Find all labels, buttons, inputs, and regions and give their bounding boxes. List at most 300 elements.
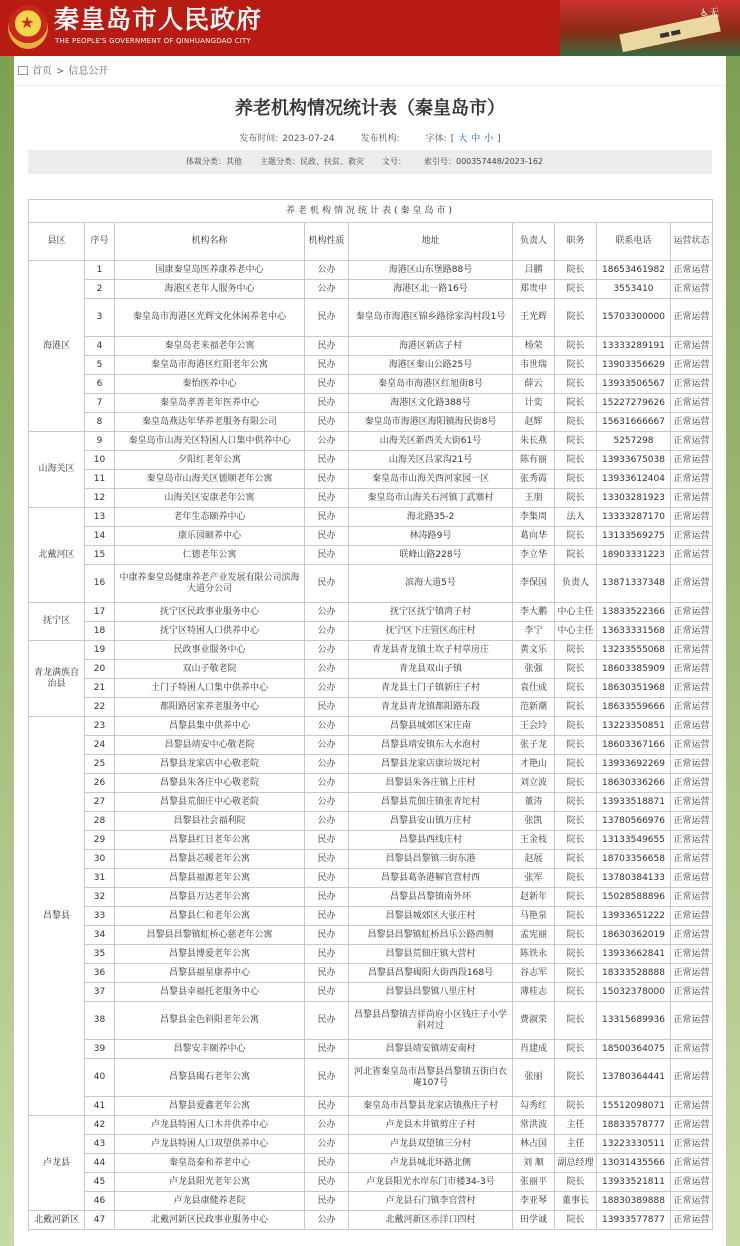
cell-head: 朱长燕 bbox=[513, 432, 555, 451]
cell-head: 赵新年 bbox=[513, 888, 555, 907]
cell-nature: 公办 bbox=[305, 755, 349, 774]
cell-nature: 公办 bbox=[305, 736, 349, 755]
font-size-small-button[interactable]: 小 bbox=[484, 134, 494, 144]
cell-address: 昌黎县葛条港解官营村西 bbox=[349, 869, 513, 888]
cell-status: 正常运营 bbox=[671, 489, 713, 508]
table-row bbox=[29, 698, 713, 717]
cell-index: 6 bbox=[85, 375, 115, 394]
table-row bbox=[29, 527, 713, 546]
cell-nature: 民办 bbox=[305, 546, 349, 565]
cell-index: 23 bbox=[85, 717, 115, 736]
cell-address: 昌黎县朱各庄镇上庄村 bbox=[349, 774, 513, 793]
cell-status: 正常运营 bbox=[671, 527, 713, 546]
cell-nature: 民办 bbox=[305, 375, 349, 394]
cell-name: 昌黎县万达老年公寓 bbox=[115, 888, 305, 907]
cell-address: 卢龙县双望镇三分村 bbox=[349, 1135, 513, 1154]
cell-name: 昌黎县金色斜阳老年公寓 bbox=[115, 1002, 305, 1040]
cell-nature: 公办 bbox=[305, 1116, 349, 1135]
cell-head: 张子龙 bbox=[513, 736, 555, 755]
table-row bbox=[29, 261, 713, 280]
cell-nature: 公办 bbox=[305, 1211, 349, 1230]
table-caption: 养老机构情况统计表(秦皇岛市) bbox=[29, 200, 713, 223]
cell-address: 青龙县双山子镇 bbox=[349, 660, 513, 679]
cell-address: 昌黎县城郊区大张庄村 bbox=[349, 907, 513, 926]
cell-head: 韦世瑞 bbox=[513, 356, 555, 375]
cell-head: 葛向华 bbox=[513, 527, 555, 546]
table-row bbox=[29, 1192, 713, 1211]
cell-phone: 13833522366 bbox=[597, 603, 671, 622]
breadcrumb-home[interactable]: 首页 bbox=[32, 66, 52, 77]
cell-status: 正常运营 bbox=[671, 679, 713, 698]
cell-name: 抚宁区特困人口供养中心 bbox=[115, 622, 305, 641]
cell-name: 北戴河新区民政事业服务中心 bbox=[115, 1211, 305, 1230]
cell-position: 院长 bbox=[555, 641, 597, 660]
header-head: 负责人 bbox=[513, 223, 555, 261]
cell-index: 30 bbox=[85, 850, 115, 869]
table-row bbox=[29, 679, 713, 698]
cell-index: 31 bbox=[85, 869, 115, 888]
right-side-decoration bbox=[726, 56, 740, 1246]
cell-nature: 民办 bbox=[305, 869, 349, 888]
cell-position: 院长 bbox=[555, 299, 597, 337]
cell-nature: 民办 bbox=[305, 394, 349, 413]
cell-nature: 民办 bbox=[305, 831, 349, 850]
cell-nature: 公办 bbox=[305, 812, 349, 831]
cell-name: 昌黎县社会福利院 bbox=[115, 812, 305, 831]
table-row bbox=[29, 812, 713, 831]
cell-name: 昌黎县荒佃庄中心敬老院 bbox=[115, 793, 305, 812]
cell-nature: 民办 bbox=[305, 337, 349, 356]
cell-address: 昌黎县昌黎镇八里庄村 bbox=[349, 983, 513, 1002]
cell-nature: 民办 bbox=[305, 1040, 349, 1059]
table-row bbox=[29, 1173, 713, 1192]
cell-address: 海港区北一路16号 bbox=[349, 280, 513, 299]
cell-phone: 13933692269 bbox=[597, 755, 671, 774]
cell-phone: 13933612404 bbox=[597, 470, 671, 489]
cell-position: 院长 bbox=[555, 1059, 597, 1097]
cell-nature: 民办 bbox=[305, 565, 349, 603]
cell-address: 昌黎县昌黎镇三街东港 bbox=[349, 850, 513, 869]
cell-status: 正常运营 bbox=[671, 717, 713, 736]
table-row bbox=[29, 546, 713, 565]
cell-head: 薛云 bbox=[513, 375, 555, 394]
cell-position: 院长 bbox=[555, 356, 597, 375]
document-number: 文号： bbox=[382, 157, 406, 166]
cell-nature: 公办 bbox=[305, 1135, 349, 1154]
cell-position: 院长 bbox=[555, 679, 597, 698]
cell-index: 42 bbox=[85, 1116, 115, 1135]
breadcrumb-separator: > bbox=[56, 66, 65, 77]
header-county: 县区 bbox=[29, 223, 85, 261]
cell-phone: 13223330511 bbox=[597, 1135, 671, 1154]
table-row bbox=[29, 774, 713, 793]
cell-name: 卢龙县特困人口木井供养中心 bbox=[115, 1116, 305, 1135]
cell-address: 抚宁区抚宁镇湾子村 bbox=[349, 603, 513, 622]
cell-index: 24 bbox=[85, 736, 115, 755]
table-row bbox=[29, 337, 713, 356]
cell-phone: 18830389888 bbox=[597, 1192, 671, 1211]
cell-position: 院长 bbox=[555, 527, 597, 546]
cell-status: 正常运营 bbox=[671, 812, 713, 831]
cell-name: 昌黎县碣石老年公寓 bbox=[115, 1059, 305, 1097]
cell-status: 正常运营 bbox=[671, 375, 713, 394]
header-index: 序号 bbox=[85, 223, 115, 261]
cell-index: 10 bbox=[85, 451, 115, 470]
cell-address: 卢龙县城北环路北侧 bbox=[349, 1154, 513, 1173]
cell-address: 林涛路9号 bbox=[349, 527, 513, 546]
cell-head: 郑贵中 bbox=[513, 280, 555, 299]
table-row bbox=[29, 565, 713, 603]
cell-status: 正常运营 bbox=[671, 907, 713, 926]
cell-head: 张强 bbox=[513, 660, 555, 679]
cell-nature: 民办 bbox=[305, 413, 349, 432]
cell-nature: 民办 bbox=[305, 926, 349, 945]
breadcrumb-current[interactable]: 信息公开 bbox=[68, 66, 109, 77]
cell-phone: 15032378000 bbox=[597, 983, 671, 1002]
cell-index: 37 bbox=[85, 983, 115, 1002]
cell-status: 正常运营 bbox=[671, 470, 713, 489]
cell-address: 昌黎县昌黎镇南外环 bbox=[349, 888, 513, 907]
cell-index: 29 bbox=[85, 831, 115, 850]
font-size-large-button[interactable]: 大 bbox=[458, 134, 468, 144]
cell-head: 李宁 bbox=[513, 622, 555, 641]
cell-status: 正常运营 bbox=[671, 983, 713, 1002]
county-cell: 山海关区 bbox=[29, 432, 85, 508]
cell-position: 法人 bbox=[555, 508, 597, 527]
cell-address: 海北路35-2 bbox=[349, 508, 513, 527]
cell-head: 张军 bbox=[513, 869, 555, 888]
cell-status: 正常运营 bbox=[671, 413, 713, 432]
cell-position: 院长 bbox=[555, 546, 597, 565]
cell-status: 正常运营 bbox=[671, 755, 713, 774]
cell-name: 山海关区安康老年公寓 bbox=[115, 489, 305, 508]
cell-phone: 13933675038 bbox=[597, 451, 671, 470]
cell-address: 昌黎县昌黎镇虹桥昌乐公路西侧 bbox=[349, 926, 513, 945]
cell-phone: 15028588896 bbox=[597, 888, 671, 907]
table-row bbox=[29, 432, 713, 451]
cell-index: 46 bbox=[85, 1192, 115, 1211]
cell-position: 中心主任 bbox=[555, 603, 597, 622]
cell-position: 院长 bbox=[555, 945, 597, 964]
cell-status: 正常运营 bbox=[671, 1040, 713, 1059]
font-bracket-open: [ bbox=[450, 134, 455, 144]
cell-name: 秦皇岛市山海关区特困人口集中供养中心 bbox=[115, 432, 305, 451]
cell-phone: 13233555068 bbox=[597, 641, 671, 660]
cell-nature: 民办 bbox=[305, 1192, 349, 1211]
cell-status: 正常运营 bbox=[671, 508, 713, 527]
genre-category: 体裁分类：其他 bbox=[186, 157, 242, 166]
cell-head: 林占国 bbox=[513, 1135, 555, 1154]
table-row bbox=[29, 1002, 713, 1040]
table-row bbox=[29, 413, 713, 432]
accessibility-label: 无 bbox=[708, 8, 719, 19]
cell-address: 卢龙县石门镇李官营村 bbox=[349, 1192, 513, 1211]
cell-head: 赵展 bbox=[513, 850, 555, 869]
cell-phone: 18630362019 bbox=[597, 926, 671, 945]
cell-nature: 民办 bbox=[305, 1059, 349, 1097]
cell-index: 32 bbox=[85, 888, 115, 907]
cell-nature: 民办 bbox=[305, 508, 349, 527]
cell-status: 正常运营 bbox=[671, 1002, 713, 1040]
cell-address: 昌黎县靖安镇东大水泡村 bbox=[349, 736, 513, 755]
cell-position: 董事长 bbox=[555, 1192, 597, 1211]
cell-head: 袁仕成 bbox=[513, 679, 555, 698]
cell-status: 正常运营 bbox=[671, 280, 713, 299]
cell-nature: 公办 bbox=[305, 432, 349, 451]
cell-nature: 公办 bbox=[305, 622, 349, 641]
cell-status: 正常运营 bbox=[671, 1154, 713, 1173]
cell-index: 40 bbox=[85, 1059, 115, 1097]
cell-position: 院长 bbox=[555, 489, 597, 508]
cell-index: 33 bbox=[85, 907, 115, 926]
cell-name: 秦怡医养中心 bbox=[115, 375, 305, 394]
cell-address: 滨海大道5号 bbox=[349, 565, 513, 603]
font-size-label: 字体: bbox=[425, 134, 447, 144]
cell-index: 27 bbox=[85, 793, 115, 812]
page-title: 养老机构情况统计表（秦皇岛市） bbox=[235, 98, 505, 119]
breadcrumb bbox=[14, 58, 726, 86]
national-emblem-icon: ★ bbox=[8, 5, 48, 49]
cell-name: 卢龙县康健养老院 bbox=[115, 1192, 305, 1211]
site-subtitle: THE PEOPLE'S GOVERNMENT OF QINHUANGDAO CITY bbox=[55, 37, 251, 45]
cell-nature: 公办 bbox=[305, 603, 349, 622]
table-row bbox=[29, 831, 713, 850]
cell-address: 山海关区新西关大街61号 bbox=[349, 432, 513, 451]
cell-position: 院长 bbox=[555, 983, 597, 1002]
cell-phone: 13933518871 bbox=[597, 793, 671, 812]
cell-head: 李大鹏 bbox=[513, 603, 555, 622]
cell-phone: 13903356629 bbox=[597, 356, 671, 375]
cell-address: 昌黎县荒佃庄镇张青坨村 bbox=[349, 793, 513, 812]
cell-position: 院长 bbox=[555, 261, 597, 280]
cell-address: 昌黎县龙家店康垃圾坨村 bbox=[349, 755, 513, 774]
table-row bbox=[29, 755, 713, 774]
cell-name: 昌黎县芯暖老年公寓 bbox=[115, 850, 305, 869]
cell-phone: 18903331223 bbox=[597, 546, 671, 565]
cell-status: 正常运营 bbox=[671, 698, 713, 717]
header-phone: 联系电话 bbox=[597, 223, 671, 261]
table-row bbox=[29, 736, 713, 755]
cell-position: 院长 bbox=[555, 470, 597, 489]
cell-nature: 公办 bbox=[305, 679, 349, 698]
cell-name: 卢龙县阳光老年公寓 bbox=[115, 1173, 305, 1192]
cell-name: 昌黎县仁和老年公寓 bbox=[115, 907, 305, 926]
cell-status: 正常运营 bbox=[671, 261, 713, 280]
cell-index: 25 bbox=[85, 755, 115, 774]
cell-position: 院长 bbox=[555, 850, 597, 869]
cell-index: 21 bbox=[85, 679, 115, 698]
cell-phone: 18500364075 bbox=[597, 1040, 671, 1059]
county-cell: 抚宁区 bbox=[29, 603, 85, 641]
cell-head: 赵辉 bbox=[513, 413, 555, 432]
cell-position: 院长 bbox=[555, 698, 597, 717]
cell-nature: 公办 bbox=[305, 641, 349, 660]
cell-name: 中康养秦皇岛健康养老产业发展有限公司滨海大道分公司 bbox=[115, 565, 305, 603]
table-row bbox=[29, 451, 713, 470]
cell-index: 28 bbox=[85, 812, 115, 831]
cell-status: 正常运营 bbox=[671, 337, 713, 356]
cell-address: 海港区山东堡路88号 bbox=[349, 261, 513, 280]
cell-nature: 民办 bbox=[305, 945, 349, 964]
cell-name: 昌黎县昌黎镇虹桥心慈老年公寓 bbox=[115, 926, 305, 945]
cell-index: 1 bbox=[85, 261, 115, 280]
cell-name: 秦皇岛泰和养老中心 bbox=[115, 1154, 305, 1173]
table-row bbox=[29, 1116, 713, 1135]
cell-position: 院长 bbox=[555, 774, 597, 793]
table-row bbox=[29, 869, 713, 888]
cell-index: 12 bbox=[85, 489, 115, 508]
cell-address: 秦皇岛市海港区锦乡路徐家沟村段1号 bbox=[349, 299, 513, 337]
table-row bbox=[29, 641, 713, 660]
cell-name: 昌黎县集中供养中心 bbox=[115, 717, 305, 736]
cell-nature: 公办 bbox=[305, 660, 349, 679]
table-row bbox=[29, 660, 713, 679]
county-cell: 北戴河新区 bbox=[29, 1211, 85, 1230]
cell-address: 河北省秦皇岛市昌黎县昌黎镇五街白衣庵107号 bbox=[349, 1059, 513, 1097]
cell-head: 杨荣 bbox=[513, 337, 555, 356]
cell-address: 昌黎县西线庄村 bbox=[349, 831, 513, 850]
cell-index: 7 bbox=[85, 394, 115, 413]
cell-index: 44 bbox=[85, 1154, 115, 1173]
cell-name: 昌黎县龙家店中心敬老院 bbox=[115, 755, 305, 774]
table-row bbox=[29, 622, 713, 641]
cell-index: 41 bbox=[85, 1097, 115, 1116]
table-row bbox=[29, 850, 713, 869]
cell-phone: 15227279626 bbox=[597, 394, 671, 413]
cell-name: 都阳路居家养老服务中心 bbox=[115, 698, 305, 717]
cell-index: 16 bbox=[85, 565, 115, 603]
table-row bbox=[29, 1154, 713, 1173]
cell-nature: 民办 bbox=[305, 907, 349, 926]
accessibility-icon: ♿ bbox=[700, 8, 709, 19]
cell-nature: 民办 bbox=[305, 964, 349, 983]
cell-phone: 13780384133 bbox=[597, 869, 671, 888]
cell-head: 王金枝 bbox=[513, 831, 555, 850]
cell-address: 青龙县青龙镇土坎子村草房庄 bbox=[349, 641, 513, 660]
publish-date: 2023-07-24 bbox=[282, 134, 335, 144]
cell-name: 昌黎安丰颐养中心 bbox=[115, 1040, 305, 1059]
header-address: 地址 bbox=[349, 223, 513, 261]
cell-phone: 18633559666 bbox=[597, 698, 671, 717]
cell-name: 秦皇岛市山海关区德顺老年公寓 bbox=[115, 470, 305, 489]
county-cell: 昌黎县 bbox=[29, 717, 85, 1116]
cell-head: 田学诚 bbox=[513, 1211, 555, 1230]
cell-position: 负责人 bbox=[555, 565, 597, 603]
cell-head: 张丽 bbox=[513, 1059, 555, 1097]
accessibility-button[interactable] bbox=[700, 4, 719, 19]
cell-address: 北戴河新区赤洋口四村 bbox=[349, 1211, 513, 1230]
cell-position: 院长 bbox=[555, 926, 597, 945]
cell-nature: 民办 bbox=[305, 470, 349, 489]
cell-head: 刘 顺 bbox=[513, 1154, 555, 1173]
cell-index: 11 bbox=[85, 470, 115, 489]
site-title[interactable]: 秦皇岛市人民政府 bbox=[54, 5, 263, 34]
cell-phone: 15631666667 bbox=[597, 413, 671, 432]
cell-index: 9 bbox=[85, 432, 115, 451]
cell-index: 34 bbox=[85, 926, 115, 945]
table-row bbox=[29, 1211, 713, 1230]
home-icon bbox=[18, 66, 28, 75]
cell-phone: 13315689936 bbox=[597, 1002, 671, 1040]
cell-nature: 公办 bbox=[305, 717, 349, 736]
cell-head: 黄文乐 bbox=[513, 641, 555, 660]
cell-index: 14 bbox=[85, 527, 115, 546]
cell-status: 正常运营 bbox=[671, 1097, 713, 1116]
cell-index: 17 bbox=[85, 603, 115, 622]
cell-phone: 13031435566 bbox=[597, 1154, 671, 1173]
document-info-bar bbox=[28, 150, 712, 174]
table-row bbox=[29, 926, 713, 945]
cell-head: 张凯 bbox=[513, 812, 555, 831]
cell-nature: 民办 bbox=[305, 1173, 349, 1192]
table-row bbox=[29, 717, 713, 736]
cell-address: 联峰山路228号 bbox=[349, 546, 513, 565]
table-row bbox=[29, 907, 713, 926]
cell-position: 院长 bbox=[555, 280, 597, 299]
cell-name: 抚宁区民政事业服务中心 bbox=[115, 603, 305, 622]
cell-position: 院长 bbox=[555, 1002, 597, 1040]
cell-address: 卢龙县木井镇剪庄子村 bbox=[349, 1116, 513, 1135]
cell-index: 13 bbox=[85, 508, 115, 527]
cell-name: 秦皇岛燕达年华养老服务有限公司 bbox=[115, 413, 305, 432]
header-status: 运营状态 bbox=[671, 223, 713, 261]
cell-position: 院长 bbox=[555, 1173, 597, 1192]
cell-index: 4 bbox=[85, 337, 115, 356]
table-row bbox=[29, 470, 713, 489]
cell-status: 正常运营 bbox=[671, 451, 713, 470]
cell-name: 卢龙县特困人口双望供养中心 bbox=[115, 1135, 305, 1154]
cell-phone: 5257298 bbox=[597, 432, 671, 451]
header-position: 职务 bbox=[555, 223, 597, 261]
cell-status: 正常运营 bbox=[671, 926, 713, 945]
cell-head: 王会玲 bbox=[513, 717, 555, 736]
cell-address: 昌黎县靖安镇靖安南村 bbox=[349, 1040, 513, 1059]
publish-org-label: 发布机构: bbox=[360, 134, 400, 144]
cell-status: 正常运营 bbox=[671, 1211, 713, 1230]
cell-status: 正常运营 bbox=[671, 1173, 713, 1192]
cell-name: 民政事业服务中心 bbox=[115, 641, 305, 660]
cell-name: 夕阳红老年公寓 bbox=[115, 451, 305, 470]
cell-phone: 13933506567 bbox=[597, 375, 671, 394]
cell-head: 张秀霞 bbox=[513, 470, 555, 489]
cell-head: 计奕 bbox=[513, 394, 555, 413]
cell-position: 副总经理 bbox=[555, 1154, 597, 1173]
cell-status: 正常运营 bbox=[671, 603, 713, 622]
cell-position: 院长 bbox=[555, 736, 597, 755]
cell-status: 正常运营 bbox=[671, 793, 713, 812]
cell-status: 正常运营 bbox=[671, 964, 713, 983]
cell-nature: 民办 bbox=[305, 850, 349, 869]
cell-head: 常洪波 bbox=[513, 1116, 555, 1135]
cell-phone: 13871337348 bbox=[597, 565, 671, 603]
font-size-medium-button[interactable]: 中 bbox=[471, 134, 481, 144]
table-row bbox=[29, 299, 713, 337]
cell-phone: 13333289191 bbox=[597, 337, 671, 356]
cell-status: 正常运营 bbox=[671, 622, 713, 641]
cell-position: 院长 bbox=[555, 964, 597, 983]
cell-index: 8 bbox=[85, 413, 115, 432]
county-cell: 卢龙县 bbox=[29, 1116, 85, 1211]
table-row bbox=[29, 508, 713, 527]
cell-nature: 民办 bbox=[305, 1154, 349, 1173]
cell-head: 费淑荣 bbox=[513, 1002, 555, 1040]
topic-category: 主题分类：民政、扶贫、救灾 bbox=[260, 157, 364, 166]
cell-address: 昌黎县城郊区宋庄南 bbox=[349, 717, 513, 736]
cell-index: 26 bbox=[85, 774, 115, 793]
cell-nature: 民办 bbox=[305, 356, 349, 375]
cell-position: 院长 bbox=[555, 1211, 597, 1230]
cell-head: 李集周 bbox=[513, 508, 555, 527]
